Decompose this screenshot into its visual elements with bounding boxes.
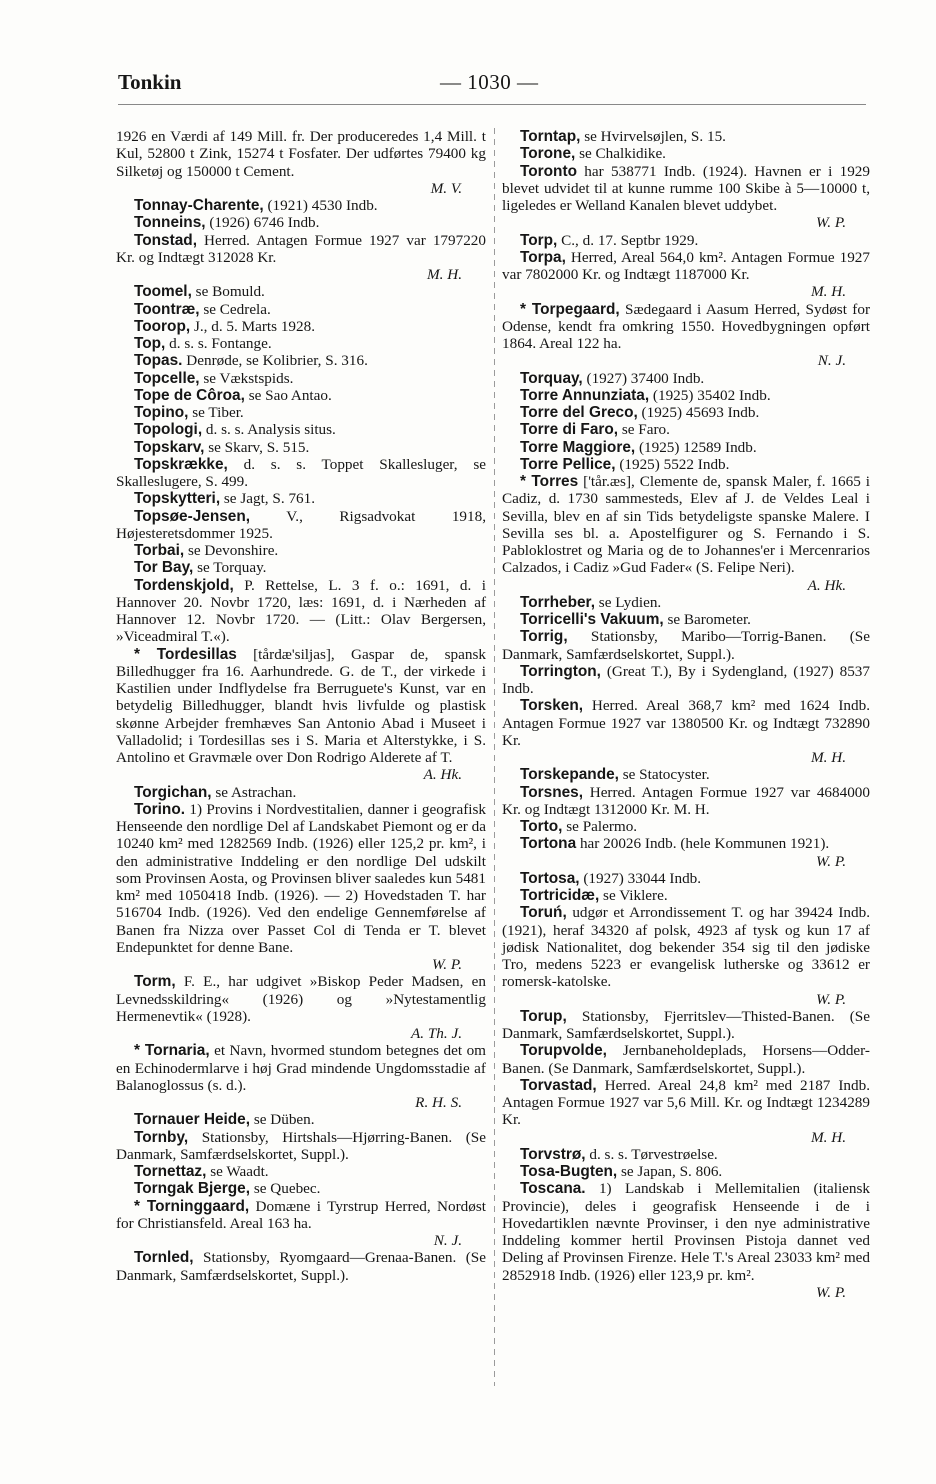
entry-headword: Tor Bay, xyxy=(134,559,194,577)
dictionary-entry xyxy=(502,404,870,421)
entry-headword: Torup, xyxy=(520,1007,567,1025)
dictionary-entry xyxy=(502,145,870,162)
entry-text: Stationsby, Maribo—Torrig-Banen. (Se Danmark, Samfærdselskortet, Suppl.). xyxy=(502,628,870,663)
dictionary-entry xyxy=(502,301,870,370)
dictionary-entry xyxy=(116,1198,486,1250)
entry-headword: Torrheber, xyxy=(520,593,595,611)
dictionary-entry xyxy=(116,1249,486,1284)
dictionary-entry xyxy=(116,283,486,300)
entry-text: J., d. 5. Marts 1928. xyxy=(190,317,316,335)
dictionary-entry xyxy=(116,490,486,507)
entry-text: d. s. s. Tørvestrøelse. xyxy=(585,1145,718,1163)
entry-text: se Tiber. xyxy=(188,404,244,421)
entry-headword: Torino. xyxy=(134,800,186,818)
dictionary-entry xyxy=(116,973,486,1042)
entry-text: se Vækstspids. xyxy=(199,369,294,387)
entry-text: (1925) 45693 Indb. xyxy=(637,404,760,421)
entry-text: 1926 en Værdi af 149 Mill. fr. Der produceredes 1,4 Mill. t Kul, 52800 t Zink, 15274 t Fosfater. Der udførtes 79400 kg Silketøj og 150000 t Cement. xyxy=(116,128,486,180)
dictionary-entry xyxy=(116,197,486,214)
dictionary-entry xyxy=(502,387,870,404)
entry-headword: Topcelle, xyxy=(134,369,200,387)
entry-headword: Torp, xyxy=(520,231,558,249)
page-title: Tonkin xyxy=(118,70,182,94)
author-signature: W. P. xyxy=(816,1283,846,1301)
entry-text: (1925) 5522 Indb. xyxy=(615,455,730,473)
entry-headword: Toontræ, xyxy=(134,300,200,318)
entry-headword: Toronto xyxy=(520,162,577,180)
entry-headword: Toorop, xyxy=(134,317,191,335)
entry-headword: Top, xyxy=(134,335,166,352)
entry-text: se Japan, S. 806. xyxy=(617,1163,723,1180)
author-signature: M. V. xyxy=(430,179,462,197)
entry-headword: Toruń, xyxy=(520,904,567,922)
author-signature: A. Th. J. xyxy=(410,1025,462,1042)
dictionary-entry xyxy=(116,439,486,456)
entry-text: se Hvirvelsøjlen, S. 15. xyxy=(580,128,726,145)
entry-text: Stationsby, Ryomgaard—Grenaa-Banen. (Se Danmark, Samfærdselskortet, Suppl.). xyxy=(116,1249,486,1284)
entry-text: [tårdæ'siljas], Gaspar de, spansk Billedhugger fra 16. Aarhundrede. G. de T., der virkede i Kastilien under Indflydelse fra Berruguete's Kunst, var en betydelig Billedhugger, blandt hvis livfulde og plastisk skønne Arbejder fremhæves San Antonio Abad i Museet i Valladolid; i Tordesillas ses i S. Maria et Alterstykke, i S. Antolino et Gravmæle over Don Rodrigo Alderete af T. xyxy=(116,645,486,766)
entry-headword: Tortosa, xyxy=(520,869,580,887)
dictionary-entry xyxy=(116,370,486,387)
author-signature: M. H. xyxy=(426,266,462,283)
dictionary-entry xyxy=(502,232,870,249)
entry-text: Denrøde, se Kolibrier, S. 316. xyxy=(182,352,368,370)
dictionary-entry xyxy=(502,370,870,387)
dictionary-entry xyxy=(502,835,870,870)
entry-text: se Cedrela. xyxy=(199,300,271,318)
entry-text: 1) Landskab i Mellemitalien (italiensk Provincie), deles i geografisk Henseende i de i Hovedartiklen nævnte Provinser, i den nye administrative Inddeling kommer hertil Provinsen Pistoja dannet ved Deling af Provinsen Firenze. Hele T.'s Areal 23033 km² med 2852918 Indb. (1926) eller 123,9 pr. km². xyxy=(502,1180,870,1284)
author-signature: W. P. xyxy=(816,214,846,232)
entry-headword: Torto, xyxy=(520,818,563,835)
entry-text: et Navn, hvormed stundom betegnes det om en Echinodermlarve i høj Grad mindende Ungdomsstadie af Balanoglossus (s. d.). xyxy=(116,1042,486,1094)
entry-text: 1) Provins i Nordvestitalien, danner i geografisk Henseende den nordlige Del af Landskabet Piemont og er da 10240 km² med 1282569 Indb. (1926) eller 125,2 pr. km², i den administrative Inddeling er den nordlige Del udskilt som Provinsen Aosta, og Provinsen bliver saaledes kun 5481 km² med 1050418 Indb. (1926). — 2) Hovedstaden T. har 516704 Indb. (1926). Ved den endelige Gennemførelse af Banen fra Nizza over Passet Col di Tenda er T. blevet Endepunktet for denne Bane. xyxy=(116,800,486,956)
entry-text: se Astrachan. xyxy=(211,783,297,801)
entry-text: har 538771 Indb. (1924). Havnen er i 1929 blevet udvidet til at kunne rumme 100 Skibe à 5—10000 t, ligeledes er Welland Kanalen blevet uddybet. xyxy=(502,162,870,214)
dictionary-entry xyxy=(116,456,486,491)
entry-headword: Topsøe-Jensen, xyxy=(134,507,251,525)
dictionary-entry xyxy=(116,577,486,646)
entry-headword: Torricelli's Vakuum, xyxy=(520,611,664,628)
dictionary-entry xyxy=(502,766,870,783)
entry-text: se Torquay. xyxy=(193,559,267,577)
dictionary-entry xyxy=(116,1163,486,1180)
dictionary-entry xyxy=(502,163,870,232)
entry-text: (Great T.), By i Sydengland, (1927) 8537 Indb. xyxy=(502,662,870,697)
dictionary-entry xyxy=(502,249,870,301)
dictionary-entry xyxy=(502,870,870,887)
dictionary-entry xyxy=(502,1077,870,1146)
entry-headword: Topskrække, xyxy=(134,455,228,473)
entry-text: Stationsby, Hirtshals—Hjørring-Banen. (Se Danmark, Samfærdselskortet, Suppl.). xyxy=(116,1128,486,1163)
dictionary-entry xyxy=(502,904,870,1008)
dictionary-entry xyxy=(116,128,486,197)
entry-headword: Tornauer Heide, xyxy=(134,1111,251,1129)
dictionary-entry xyxy=(116,421,486,438)
entry-headword: Torre Pellice, xyxy=(520,455,616,473)
entry-headword: Torm, xyxy=(134,973,176,991)
dictionary-entry xyxy=(502,1008,870,1043)
dictionary-entry xyxy=(116,1129,486,1164)
entry-headword: Tortona xyxy=(520,835,577,853)
entry-headword: Topskytteri, xyxy=(134,490,221,508)
dictionary-entry xyxy=(502,628,870,663)
dictionary-entry xyxy=(502,128,870,145)
entry-headword: Torsnes, xyxy=(520,783,584,801)
author-signature: W. P. xyxy=(816,990,846,1008)
entry-headword: Toomel, xyxy=(134,283,192,301)
entry-text: (1926) 6746 Indb. xyxy=(205,214,320,232)
page-number: — 1030 — xyxy=(440,70,539,94)
entry-headword: * Tornaria, xyxy=(134,1042,210,1060)
entry-text: (1925) 12589 Indb. xyxy=(635,438,757,456)
entry-text: se Lydien. xyxy=(594,593,662,611)
entry-headword: * Tordesillas xyxy=(134,645,237,663)
entry-headword: Torquay, xyxy=(520,369,583,387)
entry-text: (1925) 35402 Indb. xyxy=(649,386,771,404)
entry-headword: Torbai, xyxy=(134,542,185,559)
entry-text: (1927) 33044 Indb. xyxy=(579,869,702,887)
entry-text: Jernbaneholdeplads, Horsens—Odder-Banen. (Se Danmark, Samfærdselskortet, Suppl.). xyxy=(502,1042,870,1077)
dictionary-entry xyxy=(116,387,486,404)
right-column xyxy=(502,128,870,1301)
entry-headword: Tornled, xyxy=(134,1249,194,1267)
entry-text: F. E., har udgivet »Biskop Peder Madsen, en Levnedsskildring« (1926) og »Nytestamentlig Hermenevtik« (1928). xyxy=(116,973,486,1025)
entry-headword: Topas. xyxy=(134,352,183,370)
entry-text: (1927) 37400 Indb. xyxy=(582,369,705,387)
dictionary-entry xyxy=(116,646,486,784)
entry-headword: Torpa, xyxy=(520,248,566,266)
dictionary-entry xyxy=(116,318,486,335)
dictionary-entry xyxy=(116,559,486,576)
dictionary-entry xyxy=(502,456,870,473)
dictionary-entry xyxy=(116,508,486,543)
entry-text: d. s. s. Toppet Skallesluger, se Skalleslugere, S. 499. xyxy=(116,455,486,490)
entry-text: se Bomuld. xyxy=(191,283,265,301)
dictionary-entry xyxy=(502,1163,870,1180)
entry-headword: Tordenskjold, xyxy=(134,576,234,594)
entry-text: se Waadt. xyxy=(206,1163,269,1180)
entry-text: se Barometer. xyxy=(663,611,751,628)
entry-headword: Tonneins, xyxy=(134,214,206,232)
entry-headword: * Torres xyxy=(520,473,579,490)
author-signature: W. P. xyxy=(816,852,846,870)
entry-text: se Chalkidike. xyxy=(575,145,666,163)
dictionary-entry xyxy=(502,421,870,438)
entry-headword: Torone, xyxy=(520,145,576,163)
entry-headword: Tonstad, xyxy=(134,231,197,249)
dictionary-entry xyxy=(502,818,870,835)
entry-text: se Palermo. xyxy=(562,818,638,835)
author-signature: M. H. xyxy=(810,749,846,766)
entry-text: d. s. s. Fontange. xyxy=(165,335,272,352)
dictionary-entry xyxy=(116,1180,486,1197)
dictionary-entry xyxy=(502,1042,870,1077)
entry-text: se Quebec. xyxy=(250,1180,321,1198)
entry-headword: Torre del Greco, xyxy=(520,404,638,421)
entry-text: d. s. s. Analysis situs. xyxy=(202,421,336,439)
dictionary-entry xyxy=(116,1111,486,1128)
entry-headword: Torre Maggiore, xyxy=(520,438,636,456)
dictionary-entry xyxy=(502,611,870,628)
author-signature: N. J. xyxy=(433,1232,462,1249)
entry-headword: * Torpegaard, xyxy=(520,300,620,318)
column-divider xyxy=(494,128,495,1386)
dictionary-entry xyxy=(502,697,870,766)
entry-headword: Topino, xyxy=(134,404,189,421)
entry-headword: Torre Annunziata, xyxy=(520,386,650,404)
entry-headword: Torrig, xyxy=(520,628,568,646)
dictionary-entry xyxy=(502,594,870,611)
dictionary-entry xyxy=(116,352,486,369)
author-signature: W. P. xyxy=(432,956,462,973)
entry-text: Herred. Areal 24,8 km² med 2187 Indb. Antagen Formue 1927 var 5,6 Mill. Kr. og Indtægt 1234289 Kr. xyxy=(502,1076,870,1129)
entry-headword: Tortricidæ, xyxy=(520,887,600,904)
entry-text: se Viklere. xyxy=(599,887,668,904)
dictionary-entry xyxy=(116,301,486,318)
entry-text: Herred. Areal 368,7 km² med 1624 Indb. Antagen Formue 1927 var 1380500 Kr. og Indtægt 732890 Kr. xyxy=(502,697,870,749)
entry-headword: Tonnay-Charente, xyxy=(134,197,264,214)
dictionary-entry xyxy=(502,887,870,904)
entry-text: Herred. Antagen Formue 1927 var 4684000 Kr. og Indtægt 1312000 Kr. M. H. xyxy=(502,783,870,818)
entry-text: se Skarv, S. 515. xyxy=(204,438,310,456)
dictionary-entry xyxy=(502,439,870,456)
entry-headword: Torskepande, xyxy=(520,766,619,784)
entry-text: P. Rettelse, L. 3 f. o.: 1691, d. i Hannover 20. Novbr 1720, læs: 1691, d. i Nærheden af Hannover 12. Novbr 1720. — (Litt.: Olav Bergersen, »Viceadmiral T.«). xyxy=(116,576,486,646)
author-signature: A. Hk. xyxy=(807,576,846,594)
author-signature: R. H. S. xyxy=(415,1094,462,1111)
dictionary-entry xyxy=(116,1042,486,1111)
entry-headword: Toscana. xyxy=(520,1180,586,1198)
dictionary-entry xyxy=(116,214,486,231)
author-signature: M. H. xyxy=(810,283,846,301)
entry-headword: Torupvolde, xyxy=(520,1042,607,1060)
entry-text: V., Rigsadvokat 1918, Højesteretsdommer 1925. xyxy=(116,507,486,542)
entry-text: udgør et Arrondissement T. og har 39424 Indb. (1921), heraf 34320 af polsk, 4923 af tysk og kun 17 af jødisk Nationalitet, dog bekender 354 sig til den jødiske Tro, medens 5223 er evangelisk lutherske og 33612 er romersk-katolske. xyxy=(502,904,870,991)
entry-text: se Statocyster. xyxy=(618,766,710,784)
dictionary-entry xyxy=(116,404,486,421)
entry-headword: Torntap, xyxy=(520,128,581,145)
entry-text: C., d. 17. Septbr 1929. xyxy=(557,231,699,249)
entry-headword: Tornby, xyxy=(134,1128,189,1146)
entry-headword: Torrington, xyxy=(520,662,601,680)
entry-text: har 20026 Indb. (hele Kommunen 1921). xyxy=(576,835,830,853)
entry-text: Stationsby, Fjerritslev—Thisted-Banen. (Se Danmark, Samfærdselskortet, Suppl.). xyxy=(502,1007,870,1042)
entry-headword: Topologi, xyxy=(134,421,203,439)
entry-text: se Sao Antao. xyxy=(244,386,332,404)
entry-text: se Faro. xyxy=(618,421,670,439)
header-rule xyxy=(118,104,866,105)
dictionary-entry xyxy=(502,663,870,698)
entry-text: se Düben. xyxy=(250,1111,315,1129)
entry-headword: Torsken, xyxy=(520,697,584,715)
entry-headword: Torgichan, xyxy=(134,783,212,801)
entry-headword: Torngak Bjerge, xyxy=(134,1180,251,1198)
entry-headword: Torvastad, xyxy=(520,1076,597,1094)
entry-text: Herred, Areal 564,0 km². Antagen Formue 1927 var 7802000 Kr. og Indtægt 1187000 Kr. xyxy=(502,248,870,283)
dictionary-entry xyxy=(502,473,870,594)
left-column xyxy=(116,128,486,1284)
entry-headword: Tornettaz, xyxy=(134,1163,207,1180)
dictionary-entry xyxy=(116,542,486,559)
entry-headword: Topskarv, xyxy=(134,438,205,456)
author-signature: N. J. xyxy=(817,352,846,370)
entry-headword: * Torninggaard, xyxy=(134,1197,250,1215)
author-signature: M. H. xyxy=(810,1128,846,1146)
dictionary-entry xyxy=(116,232,486,284)
entry-text: Sædegaard i Aasum Herred, Sydøst for Odense, kendt fra omkring 1550. Hovedbygningen opført 1864. Areal 122 ha. xyxy=(502,300,871,352)
entry-text: se Devonshire. xyxy=(184,542,279,559)
entry-text: Herred. Antagen Formue 1927 var 1797220 Kr. og Indtægt 312028 Kr. xyxy=(116,231,486,266)
dictionary-entry xyxy=(502,1180,870,1301)
entry-text: (1921) 4530 Indb. xyxy=(263,197,378,214)
dictionary-entry xyxy=(116,801,486,974)
dictionary-entry xyxy=(116,335,486,352)
entry-headword: Tosa-Bugten, xyxy=(520,1163,618,1180)
entry-text: se Jagt, S. 761. xyxy=(220,490,316,508)
entry-headword: Torvstrø, xyxy=(520,1145,586,1163)
dictionary-entry xyxy=(502,784,870,819)
entry-text: ['tår.æs], Clemente de, spansk Maler, f. 1665 i Cadiz, d. 1730 sammesteds, Elev af J. de Veldes Leal i Sevilla, blev en af sin Tids betydeligste spanske Malere. I Sevilla ses bl. a. Apostelfigurer og S. Fernando i S. Pabloklostret og Maria og de to Johannes'er i Mercenrarios Calzados, i Cadiz »Gud Fader« (S. Felipe Neri). xyxy=(502,473,870,577)
entry-headword: Torre di Faro, xyxy=(520,421,619,439)
entry-text: Domæne i Tyrstrup Herred, Nordøst for Christiansfeld. Areal 163 ha. xyxy=(116,1197,486,1232)
entry-headword: Tope de Côroa, xyxy=(134,386,245,404)
dictionary-entry xyxy=(116,784,486,801)
dictionary-entry xyxy=(502,1146,870,1163)
author-signature: A. Hk. xyxy=(423,766,462,784)
